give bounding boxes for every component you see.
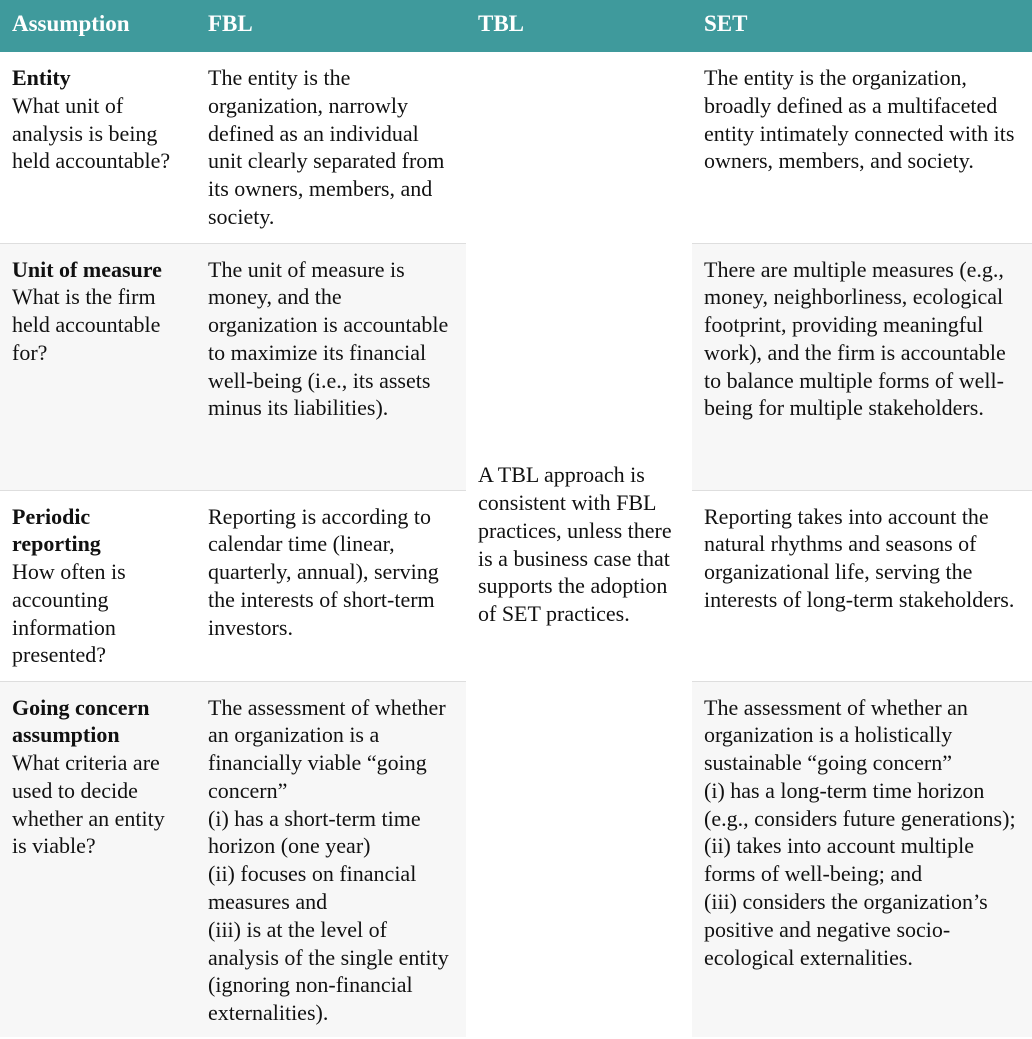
table-row-entity <box>0 52 1032 243</box>
fbl-line: The assessment of whether an organization is a financially viable “going concern” <box>208 694 446 803</box>
table-header-row <box>0 0 1032 52</box>
set-cell <box>692 681 1032 1037</box>
fbl-line: (ii) focuses on financial measures and <box>208 861 417 915</box>
fbl-cell: Reporting is according to calendar time (linear, quarterly, annual), serving the interests of short-term investors. <box>196 490 466 681</box>
assumption-question: How often is accounting information presented? <box>12 559 126 668</box>
assumption-cell <box>0 490 196 681</box>
assumption-label: Going concern assumption <box>12 694 150 748</box>
fbl-cell: The unit of measure is money, and the organization is accountable to maximize its financial well-being (i.e., its assets minus its liabilities). <box>196 243 466 490</box>
assumption-label: Entity <box>12 65 71 90</box>
fbl-cell: The entity is the organization, narrowly defined as an individual unit clearly separated from its owners, members, and society. <box>196 52 466 243</box>
set-cell: There are multiple measures (e.g., money, neighborliness, ecological footprint, providing meaningful work), and the firm is accountable to balance multiple forms of well-being for multiple stakeholders. <box>692 243 1032 490</box>
fbl-line: (i) has a short-term time horizon (one year) <box>208 805 421 859</box>
set-cell: The entity is the organization, broadly defined as a multifaceted entity intimately connected with its owners, members, and society. <box>692 52 1032 243</box>
header-set: SET <box>692 0 1032 52</box>
assumption-question: What is the firm held accountable for? <box>12 284 161 365</box>
assumption-cell <box>0 243 196 490</box>
tbl-cell: A TBL approach is consistent with FBL practices, unless there is a business case that supports the adoption of SET practices. <box>466 52 692 1037</box>
assumption-cell <box>0 52 196 243</box>
header-assumption: Assumption <box>0 0 196 52</box>
assumption-label: Unit of measure <box>12 256 162 282</box>
set-line: (i) has a long-term time horizon (e.g., considers future generations); <box>704 777 1016 831</box>
set-line: The assessment of whether an organization is a holistically sustainable “going concern” <box>704 694 968 776</box>
assumption-cell <box>0 681 196 1037</box>
assumption-question: What criteria are used to decide whether an entity is viable? <box>12 750 165 859</box>
header-fbl: FBL <box>196 0 466 52</box>
fbl-cell <box>196 681 466 1037</box>
set-line: (iii) considers the organization’s positive and negative socio-ecological externalities. <box>704 889 988 970</box>
assumption-label: Periodic reporting <box>12 503 101 557</box>
header-tbl: TBL <box>466 0 692 52</box>
fbl-line: (iii) is at the level of analysis of the single entity (ignoring non-financial externalities). <box>208 916 449 1026</box>
assumption-question: What unit of analysis is being held accountable? <box>12 92 171 174</box>
set-line: (ii) takes into account multiple forms of well-being; and <box>704 833 975 887</box>
set-cell: Reporting takes into account the natural rhythms and seasons of organizational life, serving the interests of long-term stakeholders. <box>692 490 1032 681</box>
